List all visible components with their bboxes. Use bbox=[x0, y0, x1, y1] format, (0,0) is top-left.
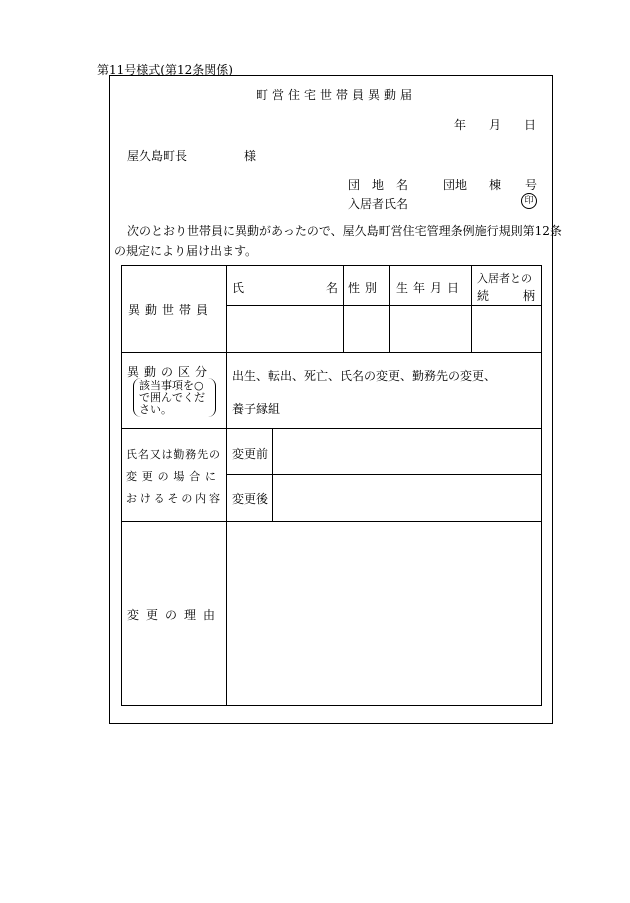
col-relation-2: 続柄 bbox=[477, 289, 535, 303]
before-label: 変更前 bbox=[232, 447, 269, 461]
category-note-3: さい。 bbox=[139, 403, 172, 416]
after-label: 変更後 bbox=[232, 492, 269, 506]
members-header-line bbox=[226, 305, 542, 306]
col-name-1: 氏 bbox=[232, 281, 245, 295]
member-col-divider-2 bbox=[389, 265, 390, 352]
body-text-line-2: の規定により届け出ます。 bbox=[114, 244, 258, 258]
change-label-2: 変更の場合に bbox=[126, 470, 220, 483]
member-col-divider-3 bbox=[471, 265, 472, 352]
category-options-1: 出生、転出、死亡、氏名の変更、勤務先の変更、 bbox=[232, 369, 497, 383]
resident-name-label: 入居者氏名 bbox=[348, 197, 409, 211]
change-col-divider bbox=[272, 428, 273, 521]
unit-suffix: 号 bbox=[525, 178, 538, 192]
date-year: 年 bbox=[454, 118, 467, 132]
category-label: 異動の区分 bbox=[127, 365, 213, 379]
table-border-right bbox=[541, 265, 542, 706]
col-relation-1: 入居者との bbox=[477, 272, 532, 285]
table-border-bottom bbox=[121, 705, 542, 706]
date-month: 月 bbox=[489, 118, 502, 132]
change-label-3: おけるその内容 bbox=[126, 492, 220, 505]
change-label-1: 氏名又は勤務先の bbox=[126, 448, 220, 461]
building-suffix: 棟 bbox=[489, 178, 502, 192]
row-line-1 bbox=[121, 352, 542, 353]
row-line-2 bbox=[121, 428, 542, 429]
category-note-1: 該当事項を○ bbox=[139, 379, 204, 392]
complex-suffix: 団地 bbox=[443, 178, 468, 192]
table-label-divider bbox=[226, 265, 227, 706]
category-note-2: で囲んでくだ bbox=[139, 391, 205, 404]
reason-label: 変更の理由 bbox=[127, 608, 223, 622]
body-text-line-1: 次のとおり世帯員に異動があったので、屋久島町営住宅管理条例施行規則第12条 bbox=[127, 224, 562, 238]
seal-icon: 印 bbox=[521, 193, 537, 209]
row-line-3 bbox=[121, 521, 542, 522]
table-border-top bbox=[121, 265, 542, 266]
addressee-honorific: 様 bbox=[244, 149, 257, 163]
table-border-left bbox=[121, 265, 122, 706]
addressee-name: 屋久島町長 bbox=[127, 149, 188, 163]
member-col-divider-1 bbox=[343, 265, 344, 352]
change-mid-line bbox=[226, 474, 542, 475]
date-day: 日 bbox=[524, 118, 537, 132]
col-name-2: 名 bbox=[326, 281, 339, 295]
members-label: 異動世帯員 bbox=[128, 303, 214, 317]
col-gender: 性別 bbox=[348, 281, 383, 295]
category-options-2: 養子縁組 bbox=[232, 402, 281, 416]
form-number: 第11号様式(第12条関係) bbox=[97, 63, 233, 77]
complex-label: 団 地 名 bbox=[348, 178, 409, 192]
col-birth-date: 生年月日 bbox=[396, 281, 465, 295]
form-title: 町営住宅世帯員異動届 bbox=[256, 88, 417, 102]
